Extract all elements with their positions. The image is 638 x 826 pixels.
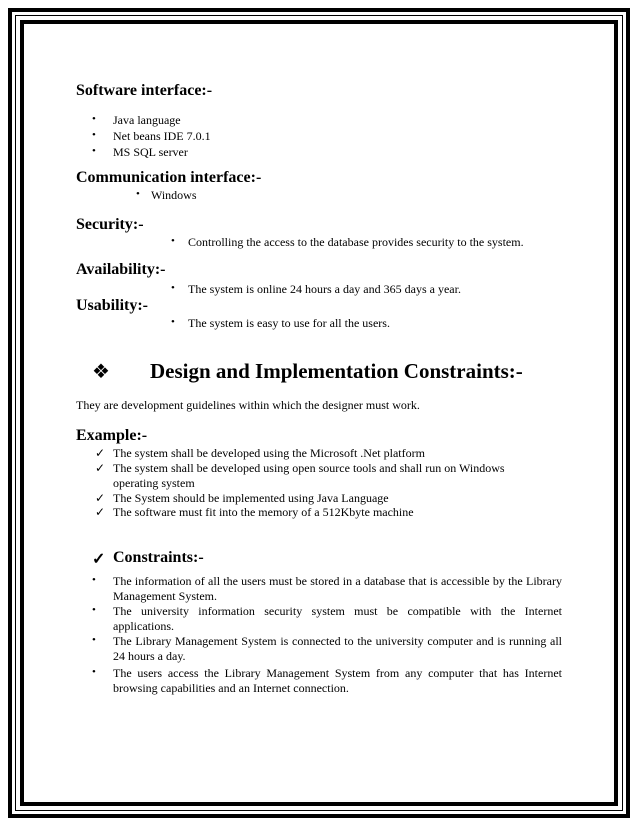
security-item: Controlling the access to the database provides security to the system. [188, 235, 524, 249]
checkmark-icon: ✓ [95, 461, 106, 475]
design-constraints-heading: Design and Implementation Constraints:- [150, 359, 523, 383]
bullet-icon: • [171, 282, 175, 294]
communication-interface-heading: Communication interface:- [76, 169, 262, 186]
constraint-item: The information of all the users must be stored in a database that is accessible by the Library Management System. [113, 574, 562, 603]
example-item: The software must fit into the memory of a 512Kbyte machine [113, 505, 414, 519]
example-item: The system shall be developed using the Microsoft .Net platform [113, 446, 425, 460]
checkmark-icon: ✓ [95, 505, 106, 519]
bullet-icon: • [92, 145, 96, 157]
communication-item: Windows [151, 188, 197, 202]
checkmark-icon: ✓ [95, 491, 106, 505]
example-item: The System should be implemented using Java Language [113, 491, 389, 505]
usability-heading: Usability:- [76, 297, 148, 314]
software-item: MS SQL server [113, 145, 188, 159]
constraint-item: The users access the Library Management System from any computer that has Internet browsing capabilities and an Internet connection. [113, 666, 562, 695]
bullet-icon: • [92, 574, 96, 586]
bullet-icon: • [92, 666, 96, 678]
security-heading: Security:- [76, 216, 144, 233]
bullet-icon: • [171, 316, 175, 328]
software-item: Java language [113, 113, 181, 127]
diamond-bullet-icon: ❖ [92, 361, 110, 383]
bullet-icon: • [92, 604, 96, 616]
constraint-item: The Library Management System is connected to the university computer and is running all 24 hours a day. [113, 634, 562, 663]
bullet-icon: • [92, 113, 96, 125]
constraints-heading: Constraints:- [113, 549, 204, 566]
software-interface-heading: Software interface:- [76, 82, 213, 99]
bullet-icon: • [92, 129, 96, 141]
bullet-icon: • [136, 188, 140, 200]
checkmark-icon: ✓ [95, 446, 106, 460]
checkmark-icon: ✓ [92, 551, 106, 568]
usability-item: The system is easy to use for all the users. [188, 316, 390, 330]
constraint-item: The university information security system must be compatible with the Internet applications. [113, 604, 562, 633]
example-item: The system shall be developed using open source tools and shall run on Windows operating system [113, 461, 505, 490]
design-intro-text: They are development guidelines within which the designer must work. [76, 398, 420, 412]
software-item: Net beans IDE 7.0.1 [113, 129, 211, 143]
availability-heading: Availability:- [76, 261, 166, 278]
bullet-icon: • [92, 634, 96, 646]
example-heading: Example:- [76, 427, 148, 444]
availability-item: The system is online 24 hours a day and 365 days a year. [188, 282, 461, 296]
bullet-icon: • [171, 235, 175, 247]
